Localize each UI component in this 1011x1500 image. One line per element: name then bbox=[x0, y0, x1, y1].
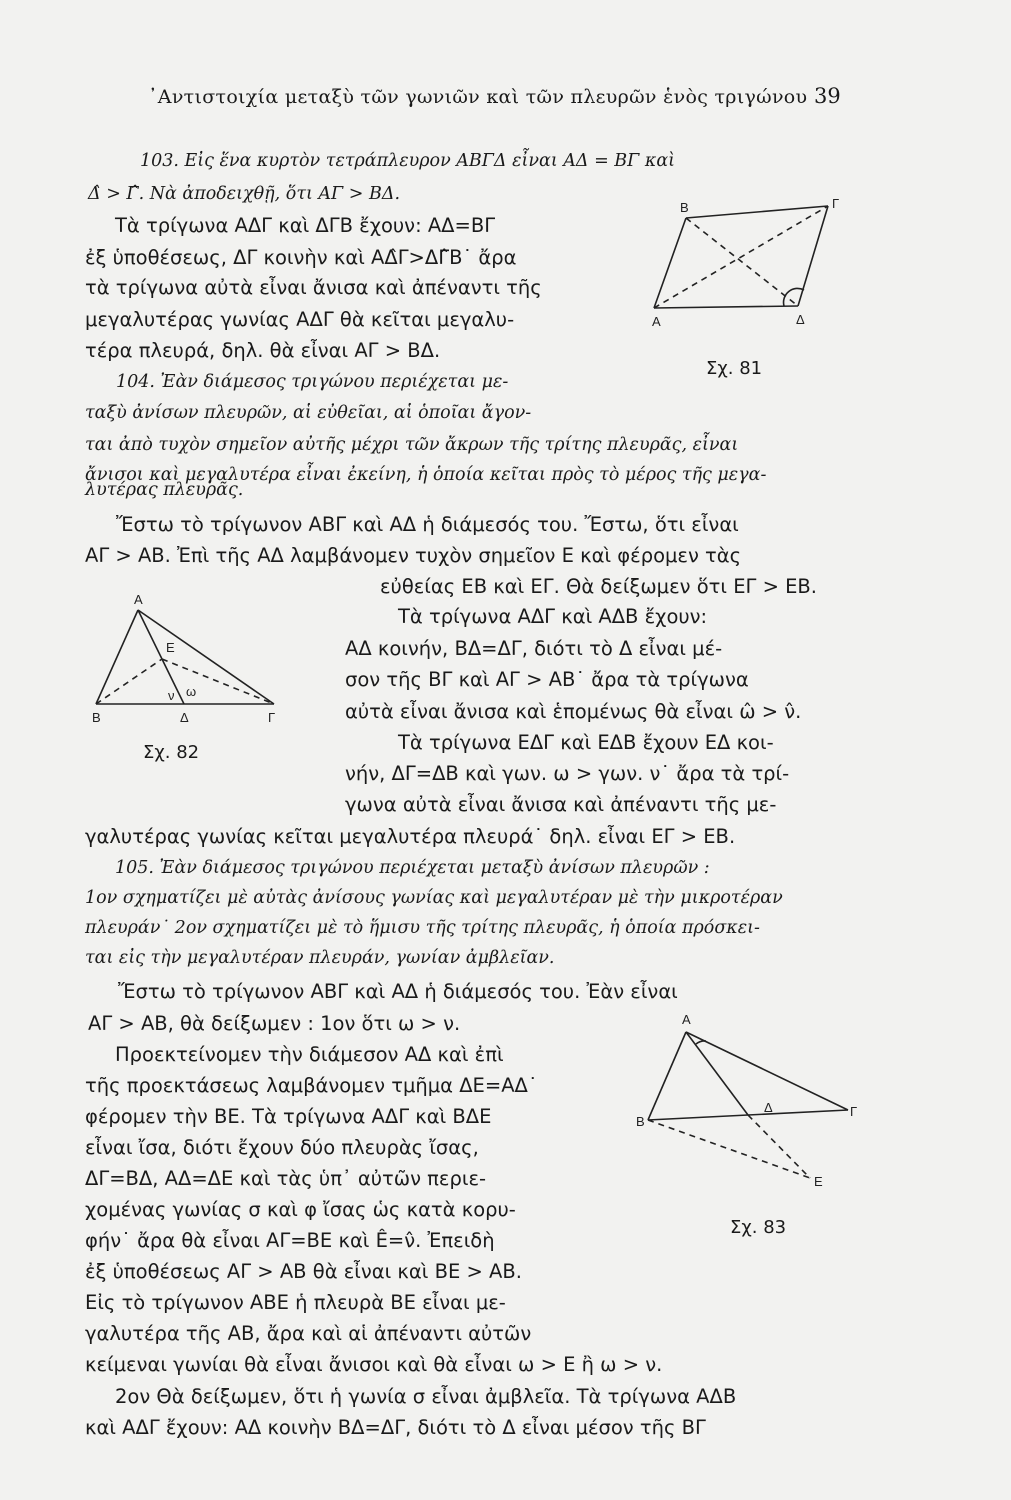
vertex-G: Γ bbox=[850, 1104, 858, 1119]
text-line: ἐξ ὑποθέσεως ΑΓ > ΑΒ θὰ εἶναι καὶ ΒΕ > ΑΒ. bbox=[85, 1260, 522, 1283]
text-line: νήν, ΔΓ=ΔΒ καὶ γων. ω > γων. ν˙ ἄρα τὰ τρί- bbox=[345, 762, 790, 785]
text-line: εὐθείας ΕΒ καὶ ΕΓ. Θὰ δείξωμεν ὅτι ΕΓ > ΕΒ. bbox=[380, 575, 818, 598]
side-AG bbox=[138, 610, 274, 704]
problem-103-goal: Δ̂ > Γ̂. Νὰ ἀποδειχθῇ, ὅτι ΑΓ > ΒΔ. bbox=[88, 184, 401, 204]
text-line: Προεκτείνομεν τὴν διάμεσον ΑΔ καὶ ἐπὶ bbox=[115, 1043, 504, 1066]
text-line: καὶ ΑΔΓ ἔχουν: ΑΔ κοινὴν ΒΔ=ΔΓ, διότι τὸ Δ εἶναι μέσον τῆς ΒΓ bbox=[85, 1416, 706, 1439]
side-AB bbox=[654, 218, 686, 308]
text-line: Εἰς τὸ τρίγωνον ΑΒΕ ἡ πλευρὰ ΒΕ εἶναι με- bbox=[85, 1291, 506, 1314]
text-line: τῆς προεκτάσεως λαμβάνομεν τμῆμα ΔΕ=ΑΔ˙ bbox=[85, 1074, 538, 1097]
problem-104-statement: ταξὺ ἀνίσων πλευρῶν, αἱ εὐθεῖαι, αἱ ὁποῖαι ἄγον- bbox=[85, 403, 532, 423]
median-AD bbox=[138, 610, 184, 704]
text-line: Ἔστω τὸ τρίγωνον ΑΒΓ καὶ ΑΔ ἡ διάμεσός του. Ἐὰν εἶναι bbox=[118, 980, 678, 1003]
text-line: φήν˙ ἄρα θὰ εἶναι ΑΓ=ΒΕ καὶ Ê=ν̂. Ἐπειδὴ bbox=[85, 1229, 495, 1252]
vertex-D: Δ bbox=[180, 710, 189, 725]
text-line: χομένας γωνίας σ καὶ φ ἴσας ὡς κατὰ κορυ- bbox=[85, 1198, 516, 1221]
vertex-D: Δ bbox=[764, 1100, 773, 1115]
text-line: ΑΔ κοινήν, ΒΔ=ΔΓ, διότι τὸ Δ εἶναι μέ- bbox=[345, 637, 723, 660]
text-line: τέρα πλευρά, δηλ. θὰ εἶναι ΑΓ > ΒΔ. bbox=[85, 339, 441, 362]
text-line: γαλυτέρα τῆς ΑΒ, ἄρα καὶ αἱ ἀπέναντι αὐτῶν bbox=[85, 1322, 532, 1345]
angle-w: ω bbox=[186, 684, 197, 699]
text-line: φέρομεν τὴν ΒΕ. Τὰ τρίγωνα ΑΔΓ καὶ ΒΔΕ bbox=[85, 1105, 492, 1128]
text-line: εἶναι ἴσα, διότι ἔχουν δύο πλευρὰς ἴσας, bbox=[85, 1136, 479, 1159]
text-line: Τὰ τρίγωνα ΑΔΓ καὶ ΔΓΒ ἔχουν: ΑΔ=ΒΓ bbox=[115, 214, 496, 237]
side-DA bbox=[654, 306, 798, 308]
text-line: μεγαλυτέρας γωνίας ΑΔΓ θὰ κεῖται μεγαλυ- bbox=[85, 308, 515, 331]
vertex-B: Β bbox=[92, 710, 101, 725]
figure-83 bbox=[636, 1010, 866, 1190]
text-line: ΑΓ > ΑΒ, θὰ δείξωμεν : 1ον ὅτι ω > ν. bbox=[88, 1012, 461, 1035]
vertex-G: Γ bbox=[268, 710, 276, 725]
text-line: γωνα αὐτὰ εἶναι ἄνισα καὶ ἀπέναντι τῆς με- bbox=[345, 793, 777, 816]
text-line: ἐξ ὑποθέσεως, ΔΓ κοινὴν καὶ ΑΔ̂Γ>ΔΓ̂Β˙ ἄρα bbox=[85, 246, 517, 269]
vertex-A: Α bbox=[682, 1012, 691, 1027]
figure-81 bbox=[650, 190, 850, 330]
vertex-B: Β bbox=[636, 1114, 645, 1129]
problem-103-statement: 103. Εἰς ἕνα κυρτὸν τετράπλευρον ΑΒΓΔ εἶναι ΑΔ = ΒΓ καὶ bbox=[140, 151, 676, 171]
figure-82 bbox=[86, 592, 306, 732]
text-line: Τὰ τρίγωνα ΕΔΓ καὶ ΕΔΒ ἔχουν ΕΔ κοι- bbox=[398, 731, 774, 754]
vertex-G: Γ bbox=[832, 196, 840, 211]
text-line: σον τῆς ΒΓ καὶ ΑΓ > ΑΒ˙ ἄρα τὰ τρίγωνα bbox=[345, 668, 749, 691]
problem-104-statement: ται ἀπὸ τυχὸν σημεῖον αὐτῆς μέχρι τῶν ἄκρων τῆς τρίτης πλευρᾶς, εἶναι bbox=[85, 435, 739, 455]
extension-DE bbox=[748, 1115, 810, 1178]
point-E: Ε bbox=[166, 640, 175, 655]
problem-105-title: 105. Ἐὰν διάμεσος τριγώνου περιέχεται μεταξὺ ἀνίσων πλευρῶν : bbox=[115, 858, 710, 878]
problem-104-title: 104. Ἐὰν διάμεσος τριγώνου περιέχεται με- bbox=[116, 372, 509, 392]
problem-104-statement: ἄνισοι καὶ μεγαλυτέρα εἶναι ἐκείνη, ἡ ὁποία κεῖται πρὸς τὸ μέρος τῆς μεγα- bbox=[85, 465, 767, 485]
figure-82-caption: Σχ. 82 bbox=[143, 742, 200, 763]
problem-105-statement: 1ον σχηματίζει μὲ αὐτὰς ἀνίσους γωνίας καὶ μεγαλυτέραν μὲ τὴν μικροτέραν bbox=[85, 888, 783, 908]
figure-81-caption: Σχ. 81 bbox=[706, 358, 763, 379]
diagonal-BD bbox=[686, 218, 798, 306]
vertex-D: Δ bbox=[796, 312, 805, 327]
problem-104-statement: λυτέρας πλευρᾶς. bbox=[85, 480, 244, 500]
text-line: γαλυτέρας γωνίας κεῖται μεγαλυτέρα πλευρά˙ δηλ. εἶναι ΕΓ > ΕΒ. bbox=[85, 825, 736, 848]
page-number: 39 bbox=[814, 84, 841, 108]
problem-105-statement: πλευράν˙ 2ον σχηματίζει μὲ τὸ ἥμισυ τῆς τρίτης πλευρᾶς, ἡ ὁποία πρόσκει- bbox=[85, 918, 760, 938]
point-E: Ε bbox=[814, 1174, 823, 1189]
side-BG bbox=[686, 206, 828, 218]
running-header: ᾿Αντιστοιχία μεταξὺ τῶν γωνιῶν καὶ τῶν πλευρῶν ἑνὸς τριγώνου bbox=[148, 86, 808, 108]
median-AD bbox=[686, 1032, 748, 1115]
segment-BE bbox=[648, 1120, 810, 1178]
text-line: Ἔστω τὸ τρίγωνον ΑΒΓ καὶ ΑΔ ἡ διάμεσός του. Ἔστω, ὅτι εἶναι bbox=[116, 513, 739, 536]
angle-arc-A bbox=[696, 1041, 706, 1044]
side-GD bbox=[798, 206, 828, 306]
angle-v: ν bbox=[168, 688, 175, 703]
text-line: ΑΓ > ΑΒ. Ἐπὶ τῆς ΑΔ λαμβάνομεν τυχὸν σημεῖον Ε καὶ φέρομεν τὰς bbox=[85, 544, 742, 567]
text-line: Τὰ τρίγωνα ΑΔΓ καὶ ΑΔΒ ἔχουν: bbox=[398, 605, 708, 628]
text-line: τὰ τρίγωνα αὐτὰ εἶναι ἄνισα καὶ ἀπέναντι τῆς bbox=[85, 276, 542, 299]
vertex-A: Α bbox=[134, 592, 143, 607]
side-AB bbox=[648, 1032, 686, 1120]
text-line: 2ον Θὰ δείξωμεν, ὅτι ἡ γωνία σ εἶναι ἀμβλεῖα. Τὰ τρίγωνα ΑΔΒ bbox=[115, 1385, 737, 1408]
text-line: κείμεναι γωνίαι θὰ εἶναι ἄνισοι καὶ θὰ εἶναι ω > Ε ἢ ω > ν. bbox=[85, 1353, 663, 1376]
figure-83-caption: Σχ. 83 bbox=[730, 1217, 787, 1238]
vertex-B: Β bbox=[680, 200, 689, 215]
text-line: ΔΓ=ΒΔ, ΑΔ=ΔΕ καὶ τὰς ὑπ᾿ αὐτῶν περιε- bbox=[85, 1167, 487, 1190]
side-AG bbox=[686, 1032, 848, 1110]
problem-105-statement: ται εἰς τὴν μεγαλυτέραν πλευράν, γωνίαν ἀμβλεῖαν. bbox=[85, 948, 555, 968]
vertex-A: Α bbox=[652, 314, 661, 329]
text-line: αὐτὰ εἶναι ἄνισα καὶ ἑπομένως θὰ εἶναι ω̂ > ν̂. bbox=[345, 700, 802, 723]
